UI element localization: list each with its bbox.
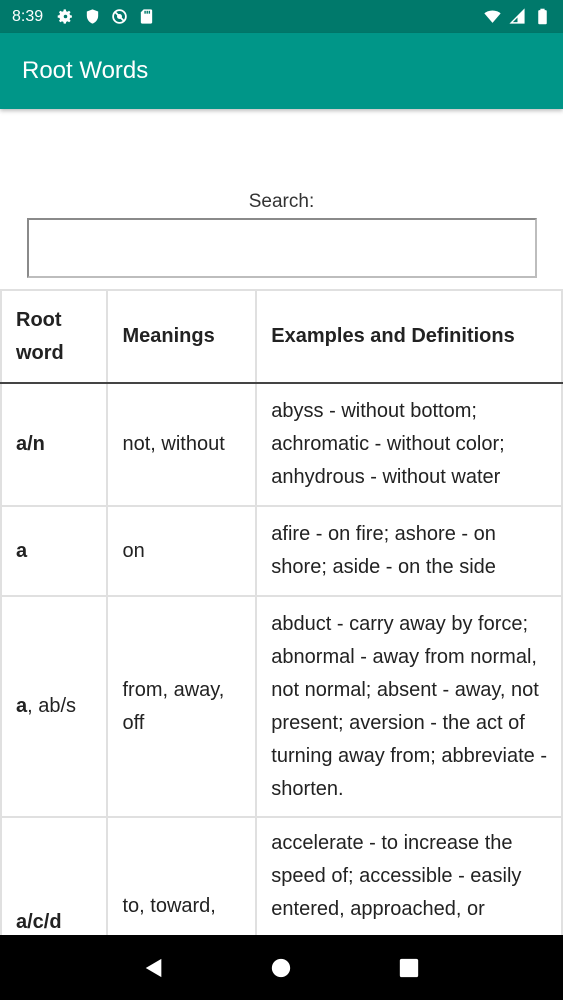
home-button[interactable] [269, 956, 293, 980]
table-row [1, 817, 562, 935]
meaning-cell: not, without [107, 383, 256, 506]
example-line: speed of; accessible - easily [271, 865, 522, 887]
example-line: accelerate - to increase the [271, 832, 513, 854]
back-button[interactable] [142, 956, 166, 980]
example-line: turning away from; abbreviate - [271, 744, 547, 767]
example-line: shore; aside - on the side [271, 556, 496, 578]
root-word: a [16, 695, 28, 717]
example-line: afire - on fire; ashore - on [271, 523, 496, 545]
back-icon [143, 957, 165, 979]
signal-icon [509, 8, 526, 25]
meaning-cell: on [107, 506, 256, 596]
root-cell [1, 596, 107, 817]
home-icon [270, 957, 292, 979]
example-line: abnormal - away from normal, [271, 645, 537, 668]
example-line: shorten. [271, 777, 344, 800]
recents-icon [398, 957, 420, 979]
examples-cell [256, 383, 562, 506]
recents-button[interactable] [397, 956, 421, 980]
table-row [1, 596, 562, 817]
root-word: a [16, 539, 28, 562]
header-meanings[interactable]: Meanings [107, 290, 256, 383]
meaning-cell: from, away, off [107, 596, 256, 817]
battery-icon [534, 8, 551, 25]
example-line: not normal; absent - away, not [271, 678, 539, 701]
app-bar [0, 33, 563, 109]
header-examples[interactable]: Examples and Definitions [256, 290, 562, 383]
root-words-table [0, 289, 563, 935]
example-line: anhydrous - without water [271, 466, 501, 488]
root-word: a/n [16, 433, 45, 455]
content-area[interactable] [0, 109, 563, 935]
gear-icon [57, 8, 74, 25]
examples-cell [256, 596, 562, 817]
status-time: 8:39 [12, 7, 44, 25]
example-line: abduct - carry away by force; [271, 612, 529, 635]
search-label: Search: [248, 191, 315, 212]
status-bar [0, 0, 563, 33]
examples-cell [256, 817, 562, 935]
header-root-word[interactable]: Root word [1, 290, 107, 383]
example-line: abyss - without bottom; [271, 400, 477, 422]
table-row [1, 506, 562, 596]
no-access-icon [111, 8, 128, 25]
table-row [1, 383, 562, 506]
example-line: present; aversion - the act of [271, 711, 525, 734]
root-cell [1, 383, 107, 506]
root-cell [1, 506, 107, 596]
meaning-cell: to, toward, [107, 817, 256, 935]
shield-icon [84, 8, 101, 25]
table-header-row [1, 290, 562, 383]
examples-cell [256, 506, 562, 596]
root-cell [1, 817, 107, 935]
example-line: entered, approached, or [271, 898, 485, 920]
root-word-extra: , ab/s [27, 695, 77, 717]
example-line: achromatic - without color; [271, 433, 505, 455]
app-title: Root Words [22, 57, 149, 84]
sd-card-icon [138, 8, 155, 25]
search-input[interactable] [27, 218, 537, 278]
wifi-icon [484, 8, 501, 25]
navigation-bar [0, 935, 563, 1000]
root-word: a/c/d [16, 911, 62, 933]
